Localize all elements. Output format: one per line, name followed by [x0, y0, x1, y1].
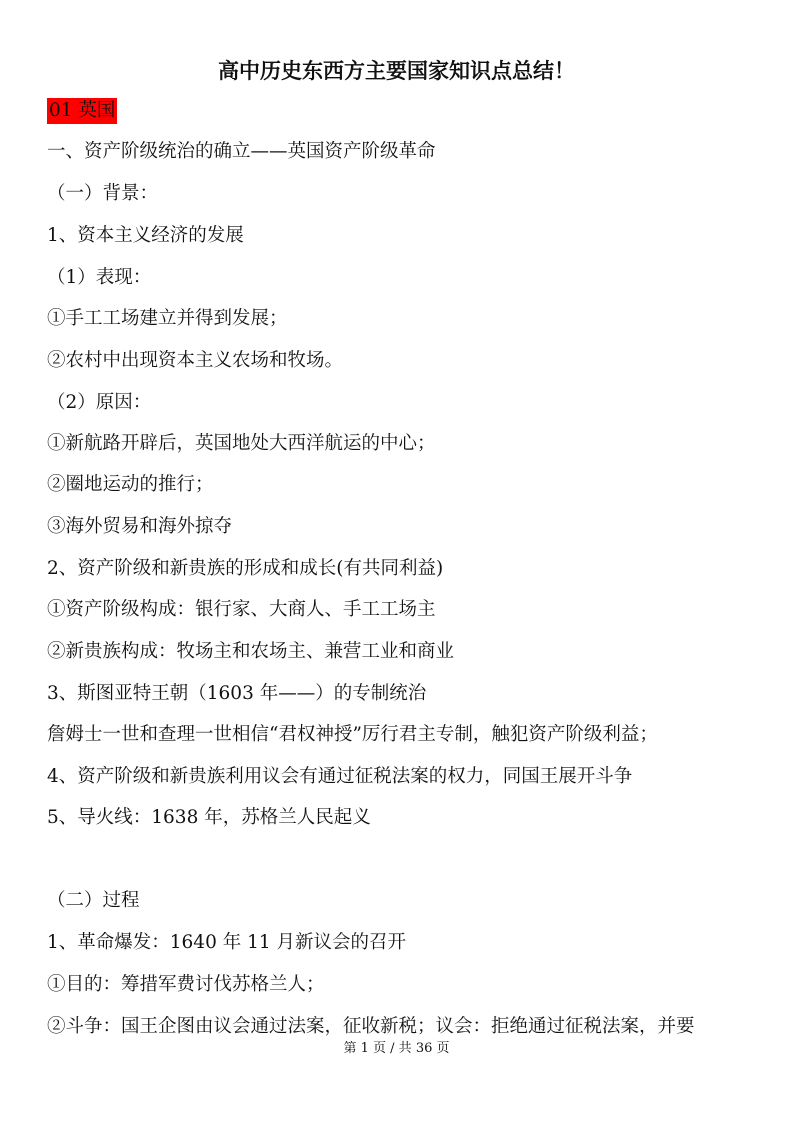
body-line: ③海外贸易和海外掠夺: [47, 516, 233, 537]
body-line: ①手工工场建立并得到发展；: [47, 308, 288, 329]
body-line: 4、资产阶级和新贵族利用议会有通过征税法案的权力，同国王展开斗争: [47, 766, 633, 787]
subheading-line: （二）过程: [47, 890, 140, 911]
body-line: ②农村中出现资本主义农场和牧场。: [47, 350, 344, 371]
body-line: （1）表现：: [47, 267, 152, 288]
body-line: 3、斯图亚特王朝（1603 年——）的专制统治: [47, 683, 427, 704]
body-line: 5、导火线：1638 年，苏格兰人民起义: [47, 807, 371, 828]
section-tag: 01 英国: [47, 98, 117, 124]
body-line: ②新贵族构成：牧场主和农场主、兼营工业和商业: [47, 641, 455, 662]
body-line: ①资产阶级构成：银行家、大商人、手工工场主: [47, 599, 436, 620]
body-line: ①目的：筹措军费讨伐苏格兰人；: [47, 974, 325, 995]
body-line: （2）原因：: [47, 392, 152, 413]
document-title: 高中历史东西方主要国家知识点总结！: [218, 59, 575, 83]
subheading-line: （一）背景：: [47, 183, 159, 204]
body-line: 2、资产阶级和新贵族的形成和成长(有共同利益): [47, 558, 444, 579]
body-line: 1、革命爆发：1640 年 11 月新议会的召开: [47, 932, 407, 953]
heading-line: 一、资产阶级统治的确立——英国资产阶级革命: [47, 141, 436, 162]
body-line: ②圈地运动的推行；: [47, 474, 214, 495]
body-line: 詹姆士一世和查理一世相信“君权神授”厉行君主专制，触犯资产阶级利益；: [47, 724, 658, 745]
page-footer: 第 1 页 / 共 36 页: [343, 1041, 450, 1056]
body-line: ②斗争：国王企图由议会通过法案，征收新税；议会：拒绝通过征税法案，并要: [47, 1016, 695, 1037]
body-line: ①新航路开辟后，英国地处大西洋航运的中心；: [47, 433, 436, 454]
body-line: 1、资本主义经济的发展: [47, 225, 244, 246]
